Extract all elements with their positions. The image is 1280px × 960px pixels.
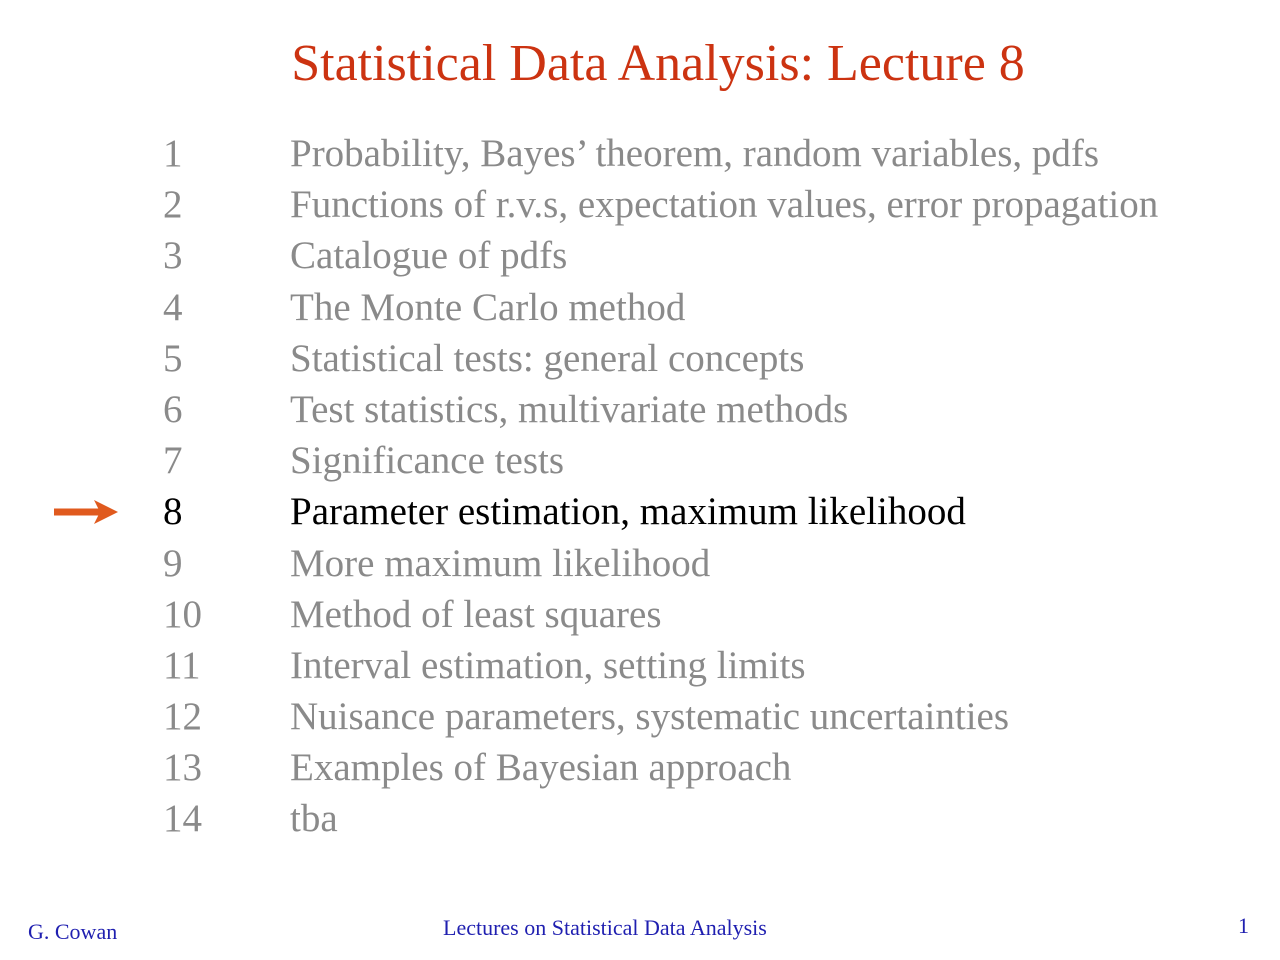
lecture-row bbox=[0, 282, 1280, 333]
lecture-row bbox=[0, 691, 1280, 742]
right-arrow-icon bbox=[54, 500, 118, 524]
lecture-number: 6 bbox=[163, 387, 183, 431]
lecture-row bbox=[0, 179, 1280, 230]
lecture-number: 2 bbox=[163, 183, 183, 227]
lecture-number: 5 bbox=[163, 336, 183, 380]
lecture-topic: More maximum likelihood bbox=[290, 541, 711, 585]
lecture-row bbox=[0, 384, 1280, 435]
lecture-row bbox=[0, 230, 1280, 281]
lecture-row-current bbox=[0, 486, 1280, 537]
lecture-row bbox=[0, 333, 1280, 384]
lecture-row bbox=[0, 640, 1280, 691]
footer-author: G. Cowan bbox=[28, 919, 118, 944]
slide-title: Statistical Data Analysis: Lecture 8 bbox=[291, 35, 1025, 92]
lecture-row bbox=[0, 538, 1280, 589]
lecture-topic: Probability, Bayes’ theorem, random variables, pdfs bbox=[290, 132, 1100, 175]
footer-page-number: 1 bbox=[1238, 913, 1249, 938]
lecture-topic: Parameter estimation, maximum likelihood bbox=[290, 490, 966, 534]
lecture-topic: The Monte Carlo method bbox=[290, 285, 686, 329]
lecture-number: 4 bbox=[163, 285, 183, 329]
lecture-row bbox=[0, 589, 1280, 640]
lecture-row bbox=[0, 742, 1280, 793]
lecture-number: 3 bbox=[163, 234, 183, 278]
lecture-topic: tba bbox=[290, 797, 338, 841]
footer-course-title: Lectures on Statistical Data Analysis bbox=[443, 915, 767, 940]
lecture-topic: Functions of r.v.s, expectation values, error propagation bbox=[290, 183, 1159, 227]
lecture-topic: Statistical tests: general concepts bbox=[290, 336, 805, 380]
lecture-topic: Test statistics, multivariate methods bbox=[290, 387, 849, 431]
lecture-topic: Catalogue of pdfs bbox=[290, 234, 568, 278]
lecture-row bbox=[0, 435, 1280, 486]
lecture-topic: Method of least squares bbox=[290, 592, 662, 636]
lecture-number: 13 bbox=[163, 746, 202, 790]
lecture-number: 11 bbox=[163, 643, 201, 687]
lecture-row bbox=[0, 793, 1280, 844]
lecture-topic: Significance tests bbox=[290, 439, 565, 483]
lecture-topic: Nuisance parameters, systematic uncertainties bbox=[290, 695, 1010, 739]
lecture-number: 14 bbox=[163, 797, 202, 841]
lecture-topic: Examples of Bayesian approach bbox=[290, 746, 792, 790]
lecture-row bbox=[0, 128, 1280, 179]
lecture-number: 12 bbox=[163, 695, 202, 739]
lecture-number: 1 bbox=[163, 132, 183, 175]
lecture-number: 9 bbox=[163, 541, 183, 585]
lecture-topic: Interval estimation, setting limits bbox=[290, 643, 806, 687]
lecture-number: 7 bbox=[163, 439, 183, 483]
lecture-number: 8 bbox=[163, 490, 183, 534]
lecture-list bbox=[0, 128, 1280, 845]
lecture-number: 10 bbox=[163, 592, 202, 636]
